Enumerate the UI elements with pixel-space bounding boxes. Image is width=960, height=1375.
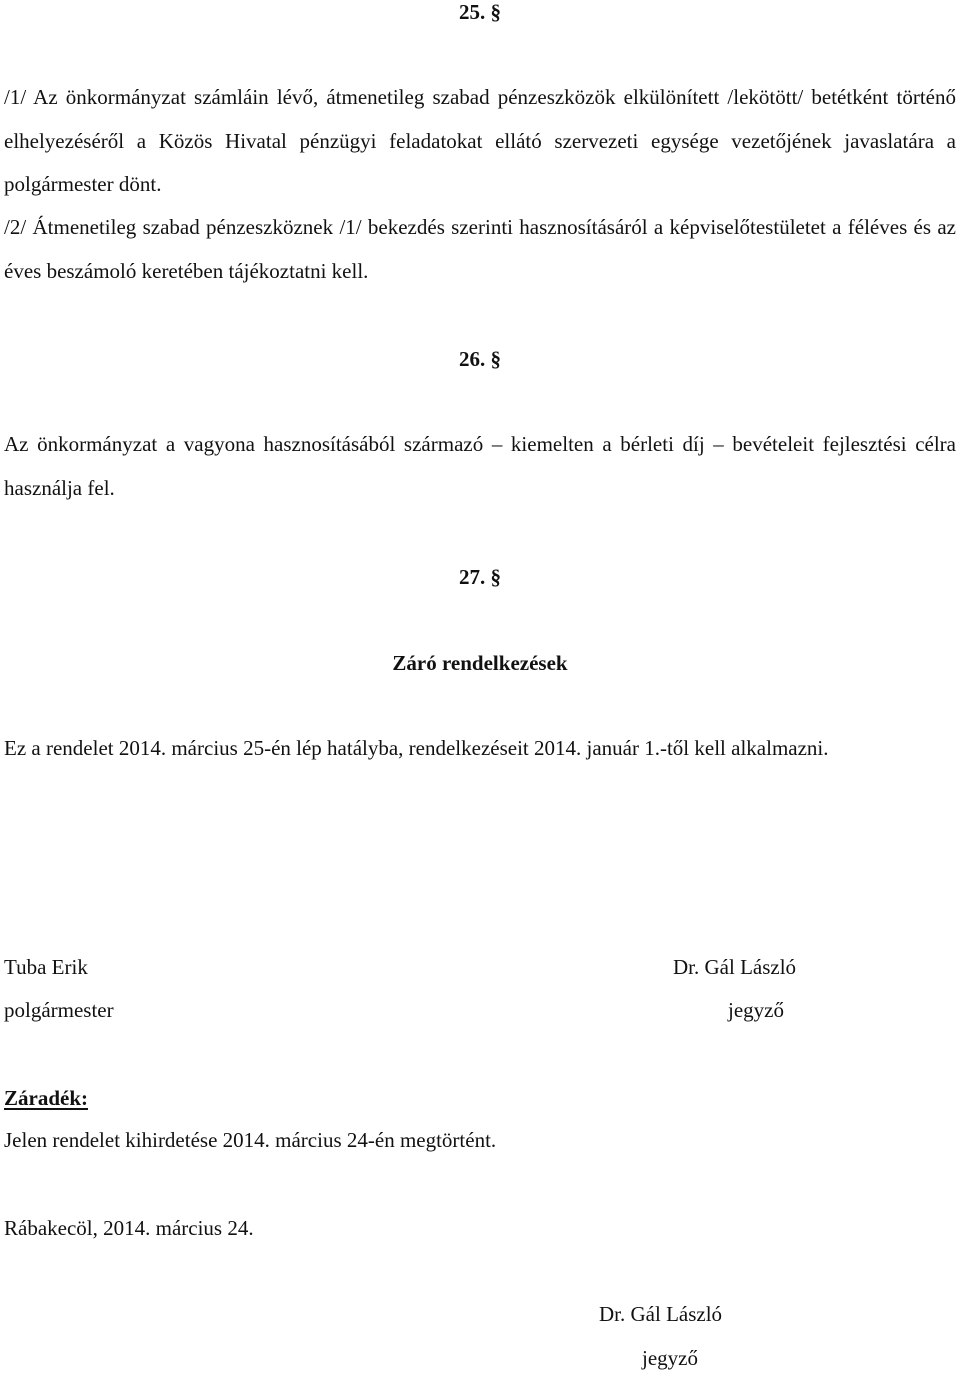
section-25-para-2-text: /2/ Átmenetileg szabad pénzeszköznek /1/ bekezdés szerinti hasznosításáról a képviselőtestületet a féléves és az éves beszámoló keretében tájékoztatni kell. [4,215,956,283]
section-25-heading: 25. § [459,0,501,24]
clause-signer-title: jegyző [642,1346,698,1370]
section-25-para-1-text: /1/ Az önkormányzat számláin lévő, átmenetileg szabad pénzeszközök elkülönített /lekötött/ betétként történő elhelyezéséről a Közös Hivatal pénzügyi feladatokat ellátó szervezeti egysége vezetőjének javaslatára a polgármester dönt. [4,85,956,196]
section-25-paragraph-1 [4,76,956,207]
mayor-title: polgármester [4,998,114,1022]
section-27-paragraph [4,727,956,771]
section-26-heading: 26. § [459,347,501,371]
mayor-name: Tuba Erik [4,955,88,979]
place-date: Rábakecöl, 2014. március 24. [4,1216,254,1240]
section-27-title: Záró rendelkezések [392,651,568,675]
clause-signer-name: Dr. Gál László [599,1302,723,1326]
section-26-para-text: Az önkormányzat a vagyona hasznosításából származó – kiemelten a bérleti díj – bevételeit fejlesztési célra használja fel. [4,432,956,500]
clause-label: Záradék: [4,1086,88,1110]
notary-name: Dr. Gál László [673,955,797,979]
section-25-paragraph-2 [4,206,956,293]
clause-text: Jelen rendelet kihirdetése 2014. március 24-én megtörtént. [4,1128,497,1152]
section-26-paragraph [4,423,956,510]
notary-title: jegyző [728,998,784,1022]
section-27-para-text: Ez a rendelet 2014. március 25-én lép hatályba, rendelkezéseit 2014. január 1.-től kell alkalmazni. [4,736,829,760]
section-27-heading: 27. § [459,565,501,589]
